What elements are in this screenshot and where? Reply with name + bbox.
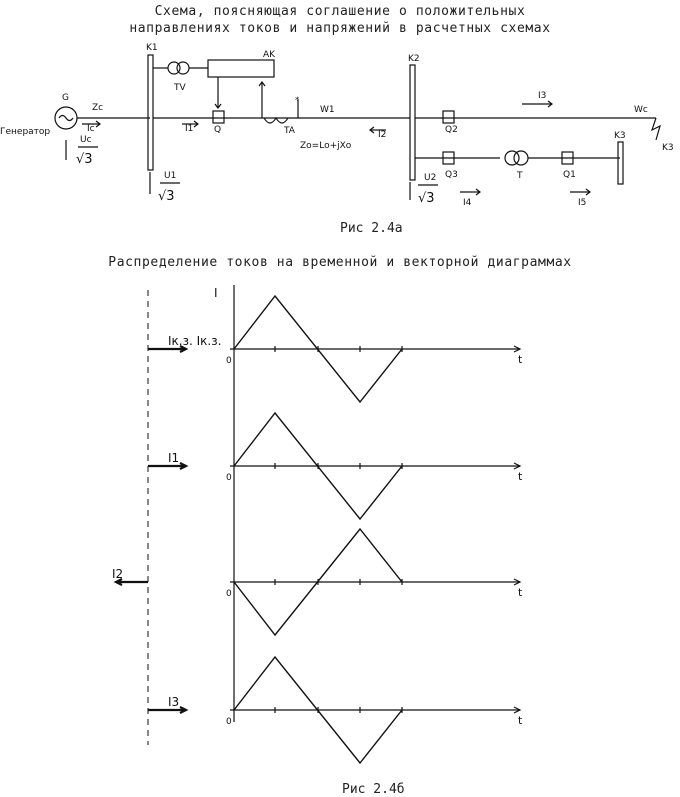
origin-label: 0 [226,717,232,727]
t-winding-1 [505,151,519,165]
generator-label: Генератор [0,127,51,137]
vector-label-2: I1 [168,451,180,465]
w1-label: W1 [320,105,335,115]
t-label: t [518,353,523,366]
generator-G-label: G [62,93,69,103]
figure-a [0,4,674,236]
ta-star-icon: * [295,96,300,106]
i2-label-a: I2 [378,130,387,140]
bus-kx [618,142,623,184]
breaker-q [213,111,224,123]
origin-label: 0 [226,589,232,599]
wc-label: Wc [634,105,648,115]
vector-label-1: Iк.з. Iк.з. [168,334,222,348]
zo-label: Zo=Lo+jXo [300,141,352,151]
kx-label: K3 [614,131,626,141]
u1-label: U1 [164,171,177,181]
bus-k2 [410,65,415,180]
figure-b-caption: Рис 2.4б [342,782,405,797]
i5-label: I5 [578,198,587,208]
u2-label: U2 [424,173,437,183]
vector-label-4: I3 [168,695,180,709]
k1-label: K1 [146,43,158,53]
ta-transformer [264,118,288,123]
panels-group [112,296,523,763]
q2-label: Q2 [445,125,458,135]
breaker-q2 [443,111,454,123]
t-label: t [518,714,523,727]
q1-label: Q1 [563,170,576,180]
k2-label: K2 [408,54,420,64]
fault-lightning-icon [652,118,660,140]
tv-label: TV [174,83,186,93]
t-label: T [517,171,523,181]
k3-fault-label: K3 [662,143,674,153]
i3-label-a: I3 [538,91,547,101]
bus-k1 [148,55,153,170]
t-label: t [518,470,523,483]
ta-label: TA [284,126,295,136]
figure-a-title-line2: направлениях токов и напряжений в расчетных схемах [129,21,551,36]
vector-label-3: I2 [112,567,124,581]
i4-label: I4 [463,198,472,208]
zc-label: Zc [92,103,104,113]
ic-label: Ic [87,124,95,134]
figure-a-title-line1: Схема, поясняющая соглашение о положительных [154,4,526,19]
u2-sqrt3: √3 [418,191,435,206]
q3-label: Q3 [445,170,458,180]
figure-b [108,255,571,797]
i1-label-a: I1 [185,124,194,134]
tv-winding-2 [177,62,189,74]
ak-label: AK [263,50,276,60]
ak-relay-box [208,60,274,77]
origin-label: 0 [226,356,232,366]
uc-label: Uc [80,135,92,145]
t-label: t [518,586,523,599]
q-label: Q [214,125,222,135]
ac-tilde-icon [59,116,73,121]
axis-I-label: I [214,286,218,300]
origin-label: 0 [226,473,232,483]
figure-a-caption: Рис 2.4а [340,221,403,236]
t-winding-2 [514,151,528,165]
u1-sqrt3: √3 [158,189,175,204]
uc-sqrt3: √3 [76,152,93,167]
figure-b-title: Распределение токов на временной и векторной диаграммах [108,255,572,270]
